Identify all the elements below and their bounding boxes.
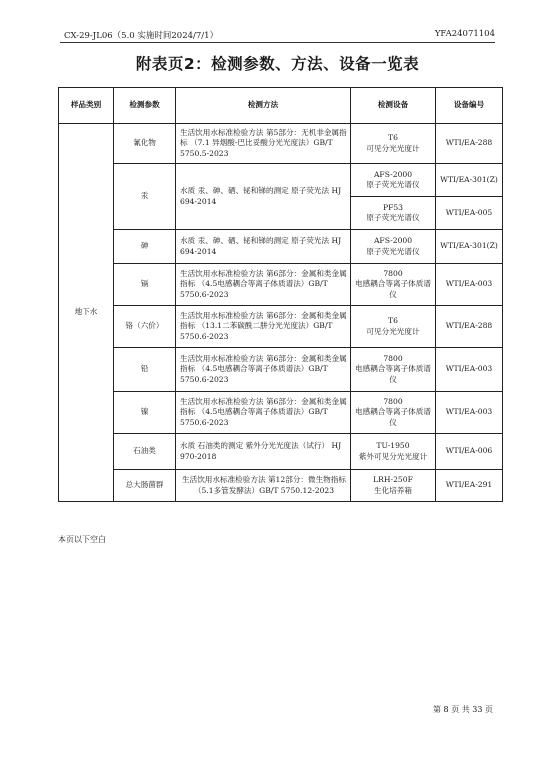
report-number: YFA24071104 (434, 29, 495, 39)
equipment-number-cell: WTI/EA-005 (436, 197, 503, 230)
equipment-number-cell: WTI/EA-288 (436, 124, 503, 164)
blank-below-note: 本页以下空白 (58, 535, 106, 544)
equipment-number-cell: WTI/EA-003 (436, 264, 503, 306)
equipment-cell: TU-1950 紫外可见分光光度计 (351, 434, 436, 470)
table-row (59, 124, 503, 164)
page-title: 附表页2：检测参数、方法、设备一览表 (135, 55, 420, 73)
parameter-cell: 汞 (114, 164, 176, 230)
equipment-cell: T6 可见分光光度计 (351, 306, 436, 348)
equipment-number-cell: WTI/EA-301(Z) (436, 230, 503, 264)
method-cell: 生活饮用水标准检验方法 第12部分：微生物指标（5.1多管发酵法）GB/T 5750.12-2023 (176, 470, 351, 502)
equipment-cell: AFS-2000 原子荧光光谱仪 (351, 164, 436, 197)
table-row (59, 164, 503, 197)
equipment-cell: T6 可见分光光度计 (351, 124, 436, 164)
method-cell: 水质 石油类的测定 紫外分光光度法（试行） HJ 970-2018 (176, 434, 351, 470)
table-row (59, 392, 503, 434)
equipment-number-cell: WTI/EA-003 (436, 348, 503, 392)
equipment-number-cell: WTI/EA-291 (436, 470, 503, 502)
document-code: CX-29-JL06（5.0 实施时间2024/7/1） (64, 31, 219, 41)
equipment-cell: 7800 电感耦合等离子体质谱仪 (351, 348, 436, 392)
method-cell: 生活饮用水标准检验方法 第6部分：金属和类金属指标 （4.5电感耦合等离子体质谱法）GB/T 5750.6-2023 (176, 348, 351, 392)
parameter-cell: 铅 (114, 348, 176, 392)
method-cell: 生活饮用水标准检验方法 第6部分：金属和类金属指标 （13.1二苯碳酰二肼分光光度法）GB/T 5750.6-2023 (176, 306, 351, 348)
equipment-cell: AFS-2000 原子荧光光谱仪 (351, 230, 436, 264)
parameters-table (58, 87, 503, 502)
table-row (59, 434, 503, 470)
page-number: 第 8 页 共 33 页 (433, 705, 493, 714)
equipment-cell: PF53 原子荧光光谱仪 (351, 197, 436, 230)
equipment-cell: 7800 电感耦合等离子体质谱仪 (351, 392, 436, 434)
column-header: 检测方法 (176, 88, 351, 124)
equipment-number-cell: WTI/EA-006 (436, 434, 503, 470)
table-row (59, 306, 503, 348)
parameter-cell: 铬（六价） (114, 306, 176, 348)
table-row (59, 348, 503, 392)
parameter-cell: 氰化物 (114, 124, 176, 164)
method-cell: 生活饮用水标准检验方法 第6部分：金属和类金属指标 （4.5电感耦合等离子体质谱法）GB/T 5750.6-2023 (176, 264, 351, 306)
parameter-cell: 石油类 (114, 434, 176, 470)
parameter-cell: 镉 (114, 264, 176, 306)
column-header: 检测设备 (351, 88, 436, 124)
column-header: 样品类别 (59, 88, 114, 124)
table-row (59, 230, 503, 264)
sample-category-cell: 地下水 (59, 124, 114, 502)
equipment-number-cell: WTI/EA-301(Z) (436, 164, 503, 197)
table-header-row (59, 88, 503, 124)
method-cell: 水质 汞、砷、硒、铋和锑的测定 原子荧光法 HJ 694-2014 (176, 230, 351, 264)
method-cell: 生活饮用水标准检验方法 第6部分：金属和类金属指标 （4.5电感耦合等离子体质谱法）GB/T 5750.6-2023 (176, 392, 351, 434)
header-divider (60, 42, 495, 43)
parameter-cell: 总大肠菌群 (114, 470, 176, 502)
equipment-cell: LRH-250F 生化培养箱 (351, 470, 436, 502)
method-cell: 水质 汞、砷、硒、铋和锑的测定 原子荧光法 HJ 694-2014 (176, 164, 351, 230)
equipment-number-cell: WTI/EA-288 (436, 306, 503, 348)
equipment-number-cell: WTI/EA-003 (436, 392, 503, 434)
equipment-cell: 7800 电感耦合等离子体质谱仪 (351, 264, 436, 306)
column-header: 设备编号 (436, 88, 503, 124)
table-row (59, 470, 503, 502)
parameter-cell: 砷 (114, 230, 176, 264)
method-cell: 生活饮用水标准检验方法 第5部分：无机非金属指标 （7.1 异烟酸-巴比妥酸分光光度法）GB/T 5750.5-2023 (176, 124, 351, 164)
table-row (59, 264, 503, 306)
column-header: 检测参数 (114, 88, 176, 124)
parameter-cell: 镍 (114, 392, 176, 434)
